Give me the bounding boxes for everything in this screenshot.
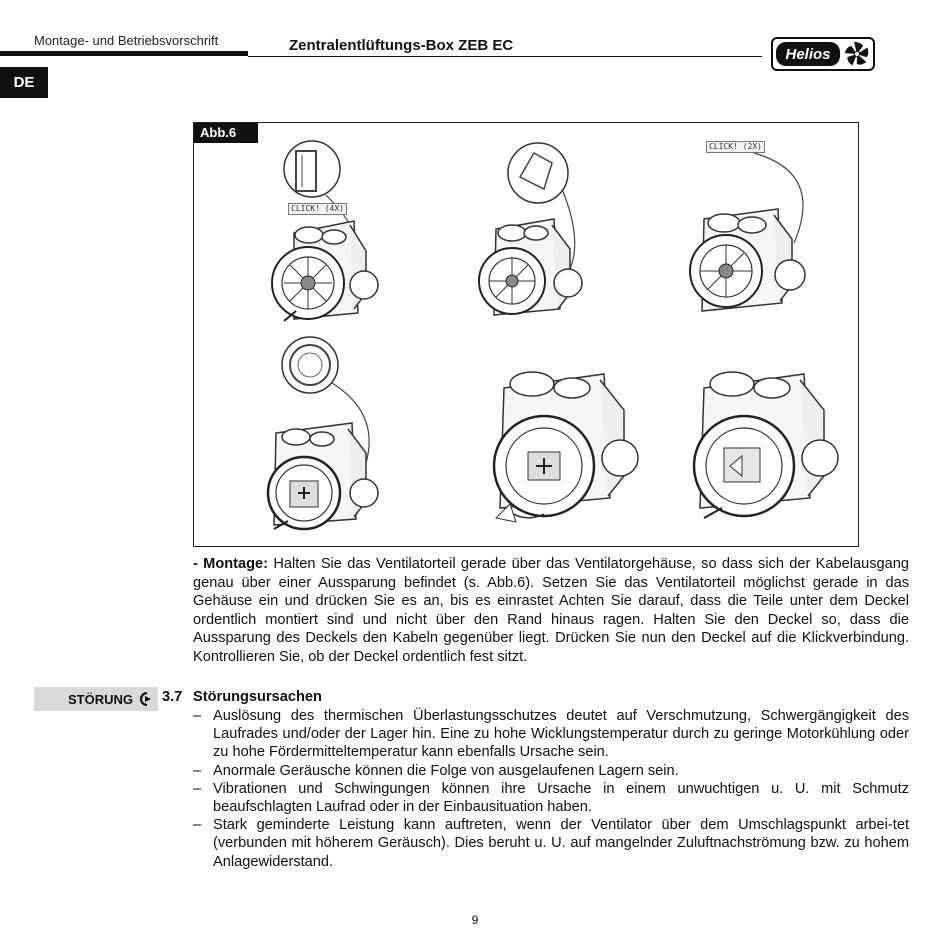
list-item	[193, 816, 909, 871]
header-rule	[248, 56, 762, 57]
list-dash: –	[193, 708, 202, 724]
cause-list	[193, 707, 909, 871]
montage-label: - Montage:	[193, 556, 269, 572]
click-label-2x: CLICK! (2X)	[706, 141, 765, 153]
header-bar	[0, 51, 248, 56]
list-item-text: Stark geminderte Leistung kann auftreten, wenn der Ventilator über dem Umschlagspunkt arbei-tet (verbunden mit höherem Geräusch). Dies beruht u. U. auf mangelnder Zuluftnachströmung bzw. zu hohem Anlagewiderstand.	[213, 817, 909, 870]
list-item-text: Vibrationen und Schwingungen können ihre Ursache in einem unwuchtigen u. U. mit Schmutz beaufschlagten Laufrad oder in der Einbausituation haben.	[213, 780, 909, 816]
side-label-text: STÖRUNG	[68, 691, 133, 707]
document-title: Zentralentlüftungs-Box ZEB EC	[289, 37, 514, 54]
illustration-step-2	[464, 133, 654, 328]
list-dash: –	[193, 817, 202, 834]
header-left-text: Montage- und Betriebsvorschrift	[34, 33, 219, 48]
section-number: 3.7	[162, 689, 183, 705]
montage-paragraph	[193, 555, 909, 666]
list-item	[193, 780, 909, 816]
page-number: 9	[471, 913, 479, 927]
list-dash: –	[193, 780, 202, 797]
illustration-step-3	[674, 133, 854, 328]
logo-wordmark: Helios	[785, 46, 831, 63]
list-dash: –	[193, 762, 202, 779]
illustration-step-6	[674, 348, 854, 543]
list-item-text: Auslösung des thermischen Überlastungsschutzes deutet auf Verschmutzung, Schwergängigkeit des Laufrades und/oder der Lager hin. Eine zu hohe Wicklungstemperatur durch zu geringe Motorkühlung oder zu hohe Fördermitteltemperatur kann ebenfalls Ursache sein.	[213, 708, 909, 761]
list-item	[193, 707, 909, 762]
figure-label: Abb.6	[194, 123, 258, 143]
side-label-stoerung	[34, 687, 158, 711]
arrow-right-icon	[140, 692, 154, 706]
montage-text: Halten Sie das Ventilatorteil gerade über das Ventilatorgehäuse, so dass sich der Kabelausgang genau über einer Aussparung befindet (s. Abb.6). Setzen Sie das Ventilatorteil möglichst gerade in das Gehäuse ein und drücken Sie es an, bis es einrastet Achten Sie darauf, dass die Teile unter dem Deckel ordentlich montiert sind und nicht über den Rand hinaus ragen. Halten Sie den Deckel so, dass die Aussparung des Deckels den Kabeln gegenüber liegt. Drücken Sie nun den Deckel auf die Klickverbindung. Kontrollieren Sie, ob der Deckel ordentlich fest sitzt.	[193, 556, 909, 665]
section-title: Störungsursachen	[193, 689, 322, 705]
helios-logo	[771, 37, 875, 71]
language-tab: DE	[0, 67, 48, 98]
illustration-step-1	[254, 133, 434, 328]
click-label-4x: CLICK! (4X)	[288, 203, 347, 215]
list-item-text: Anormale Geräusche können die Folge von ausgelaufenen Lagern sein.	[213, 762, 679, 779]
illustration-step-4	[254, 333, 434, 538]
illustration-step-5	[464, 348, 654, 543]
figure-abb6	[193, 122, 859, 547]
list-item	[193, 762, 909, 780]
